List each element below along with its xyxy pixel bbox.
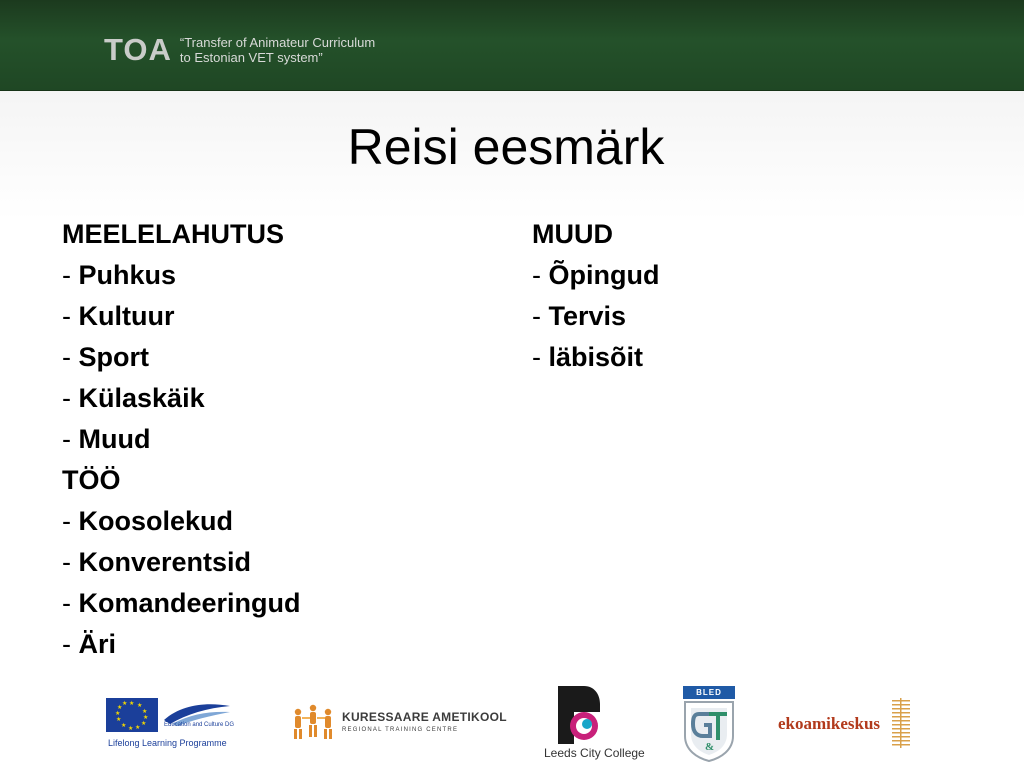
toa-tagline [180,35,375,65]
bullet-dash: - [532,260,541,290]
eu-dg-text: Education and Culture DG [164,722,235,728]
bullet-dash: - [62,383,71,413]
list-item [62,378,301,419]
list-item [62,296,301,337]
bullet-dash: - [62,629,71,659]
toa-logo-mark: TOA [104,32,172,67]
leeds-city-college-name: Leeds City College [544,746,645,760]
list-item [62,542,301,583]
bled-school-logo [683,686,735,762]
list-item-text: Külaskäik [78,383,205,413]
bled-shield-icon [683,700,735,762]
header-band [0,0,1024,91]
bullet-dash: - [532,342,541,372]
bullet-dash: - [62,588,71,618]
list-item [532,255,659,296]
bullet-dash: - [62,342,71,372]
slide-title: Reisi eesmärk [347,119,665,175]
list-item-text: Tervis [548,301,627,331]
eu-flag-icon: ★ ★ ★ ★ ★ ★ ★ ★ ★ ★ ★ ★ [106,698,158,732]
list-item-text: Kultuur [78,301,175,331]
toa-tagline-line2: to Estonian VET system” [179,50,323,65]
list-item-text: Koosolekud [78,506,234,536]
left-column [62,214,301,665]
list-item [62,419,301,460]
list-item-text: Komandeeringud [78,588,301,618]
leeds-city-college-emblem-icon [554,686,604,744]
kuressaare-subtitle: REGIONAL TRAINING CENTRE [342,727,459,733]
bullet-dash: - [62,260,71,290]
list-item [532,296,659,337]
right-column [532,214,659,378]
toa-logo [104,30,375,70]
ekoamikeskus-name: ekoamikeskus [778,714,881,733]
list-item [532,337,659,378]
bullet-dash: - [532,301,541,331]
list-item-text: Muud [78,424,151,454]
list-item [62,624,301,665]
leeds-city-college-logo [540,686,652,766]
list-item-text: Õpingud [548,260,660,290]
list-item [62,337,301,378]
eu-programme-text: Lifelong Learning Programme [108,738,227,748]
bullet-dash: - [62,506,71,536]
list-item-text: Konverentsid [78,547,252,577]
kuressaare-ametikool-logo [290,702,507,746]
list-item [62,583,301,624]
list-item-text: läbisõit [548,342,644,372]
ekoamikeskus-bars-icon [892,698,912,750]
list-item-text: Sport [78,342,150,372]
section-heading-meelelahutus: MEELELAHUTUS [62,219,284,249]
section-heading-too: TÖÖ [62,465,121,495]
eu-lifelong-learning-logo [106,698,235,753]
list-item [62,501,301,542]
ekoamikeskus-logo [778,698,914,750]
toa-tagline-line1: “Transfer of Animateur Curriculum [179,35,376,50]
list-item [62,255,301,296]
svg-text:&: & [705,741,715,753]
bullet-dash: - [62,301,71,331]
bullet-dash: - [62,424,71,454]
list-item-text: Puhkus [78,260,177,290]
footer-logos [0,682,1024,768]
bullet-dash: - [62,547,71,577]
list-item-text: Äri [78,629,117,659]
kuressaare-figures-icon [290,702,336,746]
bled-label: BLED [683,686,735,699]
section-heading-muud: MUUD [532,219,613,249]
kuressaare-name: KURESSAARE AMETIKOOL [342,710,507,724]
